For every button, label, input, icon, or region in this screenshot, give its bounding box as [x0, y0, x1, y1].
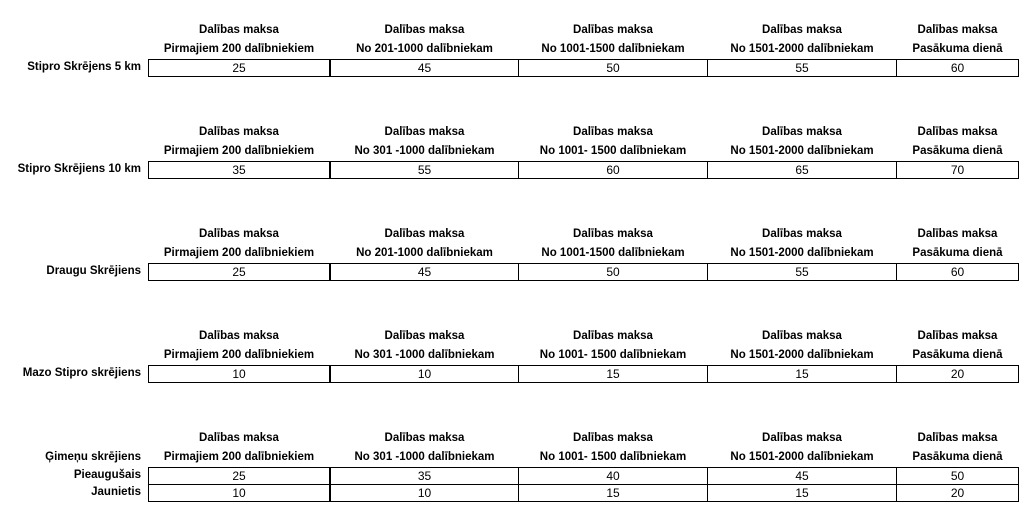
fee-cell: 20: [896, 485, 1019, 502]
row-label: Stipro Skrējiens 10 km: [17, 163, 141, 175]
column-header-title: Dalības maksa: [917, 228, 998, 240]
fee-cell: 25: [148, 263, 330, 281]
fee-cell: 45: [707, 467, 897, 485]
column-header-title: Dalības maksa: [762, 24, 842, 36]
fee-cell: 50: [518, 59, 708, 77]
fee-cell: 55: [707, 263, 897, 281]
fee-cell: 35: [148, 161, 330, 179]
column-header-title: Dalības maksa: [573, 228, 653, 240]
fee-cell: 40: [518, 467, 708, 485]
column-header-range: Pasākuma dienā: [912, 43, 1003, 55]
column-header-title: Dalības maksa: [762, 330, 842, 342]
column-header-range: No 1501-2000 dalībniekam: [730, 451, 874, 463]
column-header-title: Dalības maksa: [917, 126, 998, 138]
row-label: Pieaugušais: [73, 469, 141, 481]
column-header-title: Dalības maksa: [384, 432, 465, 444]
column-header-title: Dalības maksa: [573, 24, 653, 36]
column-header-range: Pasākuma dienā: [912, 451, 1003, 463]
column-header-range: No 1501-2000 dalībniekam: [730, 145, 874, 157]
column-header-range: Pasākuma dienā: [912, 145, 1003, 157]
row-label: Jaunietis: [91, 486, 141, 498]
column-header-range: No 1501-2000 dalībniekam: [730, 43, 874, 55]
column-header-range: Pasākuma dienā: [912, 349, 1003, 361]
fee-cell: 35: [330, 467, 519, 485]
column-header-title: Dalības maksa: [384, 330, 465, 342]
column-header-range: Pirmajiem 200 dalībniekiem: [163, 247, 315, 259]
fee-table-block: [0, 226, 1024, 306]
column-header-title: Dalības maksa: [199, 24, 279, 36]
column-header-range: No 1501-2000 dalībniekam: [730, 247, 874, 259]
fee-cell: 10: [148, 365, 330, 383]
fee-cell: 60: [896, 263, 1019, 281]
fee-table-block: [0, 430, 1024, 510]
fee-cell: 60: [518, 161, 708, 179]
column-header-title: Dalības maksa: [573, 432, 653, 444]
column-header-range: Pasākuma dienā: [912, 247, 1003, 259]
row-label: Mazo Stipro skrējiens: [22, 367, 141, 379]
column-header-range: No 1001-1500 dalībniekam: [541, 43, 685, 55]
column-header-title: Dalības maksa: [384, 126, 465, 138]
fee-cell: 55: [707, 59, 897, 77]
column-header-title: Dalības maksa: [573, 126, 653, 138]
column-header-title: Dalības maksa: [199, 228, 279, 240]
column-header-range: No 1001- 1500 dalībniekam: [539, 451, 687, 463]
column-header-title: Dalības maksa: [199, 330, 279, 342]
column-header-range: No 1501-2000 dalībniekam: [730, 349, 874, 361]
fee-cell: 15: [518, 365, 708, 383]
column-header-title: Dalības maksa: [573, 330, 653, 342]
column-header-range: No 301 -1000 dalībniekam: [354, 349, 495, 361]
column-header-range: No 1001-1500 dalībniekam: [541, 247, 685, 259]
row-label: Stipro Skrējens 5 km: [27, 61, 141, 73]
column-header-title: Dalības maksa: [917, 330, 998, 342]
column-header-range: No 201-1000 dalībniekam: [356, 43, 493, 55]
column-header-range: Pirmajiem 200 dalībniekiem: [163, 349, 315, 361]
column-header-title: Dalības maksa: [762, 126, 842, 138]
group-label: Ģimeņu skrējiens: [45, 451, 141, 463]
fee-cell: 20: [896, 365, 1019, 383]
column-header-title: Dalības maksa: [199, 432, 279, 444]
fee-cell: 55: [330, 161, 519, 179]
fee-cell: 10: [330, 365, 519, 383]
fee-table-block: [0, 124, 1024, 204]
fee-table-block: [0, 22, 1024, 102]
column-header-range: No 301 -1000 dalībniekam: [354, 451, 495, 463]
fee-cell: 10: [148, 485, 330, 502]
fee-cell: 70: [896, 161, 1019, 179]
column-header-title: Dalības maksa: [762, 228, 842, 240]
column-header-range: No 201-1000 dalībniekam: [356, 247, 493, 259]
fee-cell: 15: [518, 485, 708, 502]
fee-cell: 15: [707, 365, 897, 383]
column-header-range: No 301 -1000 dalībniekam: [354, 145, 495, 157]
fee-cell: 65: [707, 161, 897, 179]
column-header-title: Dalības maksa: [917, 24, 998, 36]
column-header-title: Dalības maksa: [199, 126, 279, 138]
row-label: Draugu Skrējiens: [46, 265, 141, 277]
fee-cell: 50: [518, 263, 708, 281]
column-header-title: Dalības maksa: [384, 24, 465, 36]
fee-cell: 50: [896, 467, 1019, 485]
fee-cell: 25: [148, 59, 330, 77]
fee-cell: 60: [896, 59, 1019, 77]
fee-cell: 15: [707, 485, 897, 502]
column-header-range: No 1001- 1500 dalībniekam: [539, 349, 687, 361]
fee-cell: 45: [330, 59, 519, 77]
column-header-title: Dalības maksa: [762, 432, 842, 444]
column-header-range: No 1001- 1500 dalībniekam: [539, 145, 687, 157]
fee-cell: 10: [330, 485, 519, 502]
column-header-range: Pirmajiem 200 dalībniekiem: [163, 43, 315, 55]
fee-cell: 25: [148, 467, 330, 485]
column-header-title: Dalības maksa: [384, 228, 465, 240]
column-header-range: Pirmajiem 200 dalībniekiem: [163, 145, 315, 157]
fee-cell: 45: [330, 263, 519, 281]
column-header-title: Dalības maksa: [917, 432, 998, 444]
fee-table-block: [0, 328, 1024, 408]
column-header-range: Pirmajiem 200 dalībniekiem: [163, 451, 315, 463]
